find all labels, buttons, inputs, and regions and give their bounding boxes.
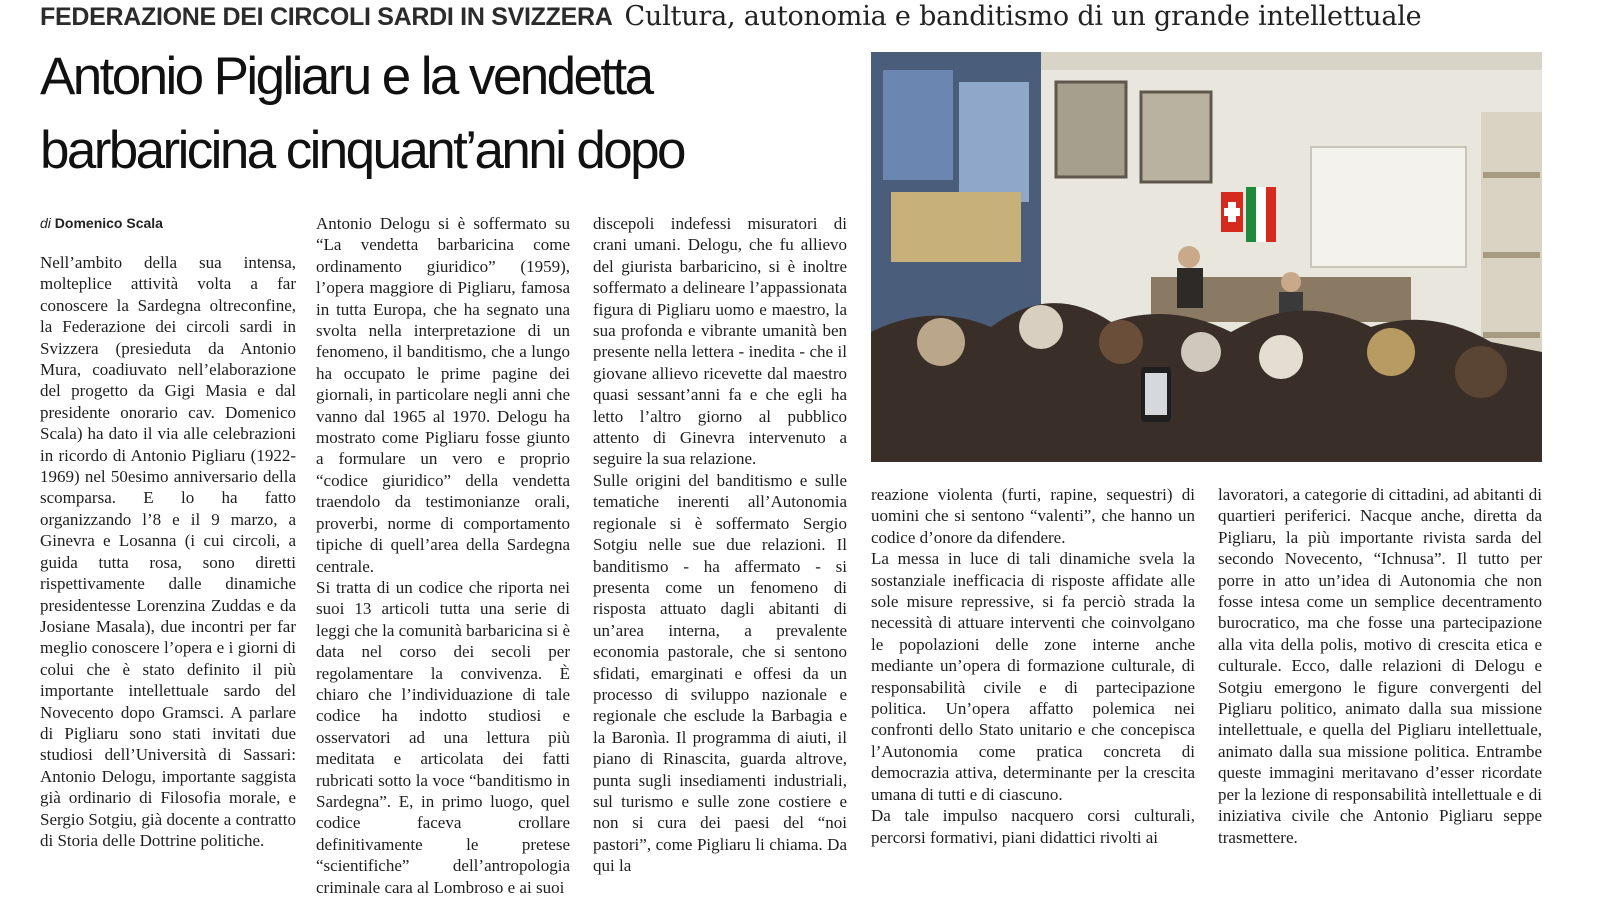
paragraph: Sulle origini del banditismo e sulle tematiche inerenti all’Autonomia regionale si è soffermato Sergio Sotgiu nelle sue due relazioni. Il banditismo - ha affermato - si presenta come un fenomeno di risposta attuato dagli abitanti di un’area interna, a prevalente economia pastorale, che si sentono sfidati, emarginati e offesi da un processo di sviluppo nazionale e regionale che esclude la Barbagia e la Baronìa. Il programma di aiuti, il piano di Rinascita, guarda altrove, punta sugli insediamenti industriali, sul turismo e sulle zone costiere e non si cura dei paesi del “noi pastori”, come Pigliaru li chiama. Da qui la <box>593 470 847 876</box>
byline <box>40 215 163 231</box>
event-photo <box>871 52 1542 462</box>
kicker <box>40 0 1600 36</box>
headline-line-1: Antonio Pigliaru e la vendetta <box>40 47 652 106</box>
audience <box>871 303 1542 462</box>
paragraph: reazione violenta (furti, rapine, sequestri) di uomini che si sentono “valenti”, che hanno un codice d’onore da difendere. <box>871 485 1195 547</box>
paragraph: La messa in luce di tali dinamiche svela la sostanziale inefficacia di risposte affidate alle sole misure repressive, si fa perciò strada la necessità di attuare interventi che coinvolgano le popolazioni delle zone interne anche mediante un’opera di formazione culturale, di responsabilità civile e di partecipazione politica. Un’opera affatto polemica nei confronti dello Stato unitario e che concepisca l’Autonomia come pratica concreta di democrazia attiva, determinante per la crescita umana di tutti e di ciascuno. <box>871 549 1195 804</box>
audience-head <box>1259 335 1303 379</box>
audience-head <box>1099 320 1143 364</box>
article-column-2 <box>316 213 570 897</box>
headline-line-2: barbaricina cinquant’anni dopo <box>40 121 684 180</box>
audience-head <box>917 318 965 366</box>
kicker-subtitle: Cultura, autonomia e banditismo di un grande intellettuale <box>624 1 1422 32</box>
audience-head <box>1019 305 1063 349</box>
speaker-head <box>1178 246 1200 268</box>
byline-prefix: di <box>40 215 51 231</box>
paragraph: lavoratori, a categorie di cittadini, ad abitanti di quartieri periferici. Nacque anche, diretta da Pigliaru, la più importante rivista sarda del secondo Novecento, “Ichnusa”. Il tutto per porre in atto un’idea di Autonomia che non fosse intesa come un semplice decentramento burocratico, ma che fosse una partecipazione alla vita della polis, motivo di crescita etica e culturale. Ecco, dalle relazioni di Delogu e Sotgiu emergono le figure convergenti del Pigliaru politico, animato dalla sua missione intellettuale, e quella del Pigliaru intellettuale, animato dalla sua missione politica. Entrambe queste immagini meritavano d’esser ricordate per la lezione di responsabilità intellettuale e di iniziativa civile che Antonio Pigliaru seppe trasmettere. <box>1218 485 1542 847</box>
framed-picture <box>1056 82 1126 177</box>
article-column-5 <box>1218 484 1542 847</box>
poster <box>883 70 953 180</box>
poster <box>959 82 1029 202</box>
paragraph: Da tale impulso nacquero corsi culturali, percorsi formativi, piani didattici rivolti ai <box>871 806 1195 847</box>
audience-head <box>1367 328 1415 376</box>
headline <box>40 40 860 188</box>
speaker-body <box>1177 268 1203 308</box>
paragraph: Antonio Delogu si è soffermato su “La vendetta barbaricina come ordinamento giuridico” (1959), l’opera maggiore di Pigliaru, famosa in tutta Europa, che ha segnato una svolta nella interpretazione di un fenomeno, il banditismo, che a lungo ha occupato le prime pagine dei giornali, in particolare negli anni che vanno dal 1965 al 1970. Delogu ha mostrato come Pigliaru fosse giunto a formulare un vero e proprio “codice giuridico” della vendetta traendolo da testimonianze orali, proverbi, norme di comportamento tipiche di quell’area della Sardegna centrale. <box>316 214 570 576</box>
paragraph: Nell’ambito della sua intensa, molteplice attività volta a far conoscere la Sardegna oltreconfine, la Federazione dei circoli sardi in Svizzera (presieduta da Antonio Mura, coadiuvato nell’elaborazione del progetto da Gigi Masia e dal presidente onorario cav. Domenico Scala) ha dato il via alle celebrazioni in ricordo di Antonio Pigliaru (1922-1969) nel 50esimo anniversario della scomparsa. E lo ha fatto organizzando l’8 e il 9 marzo, a Ginevra e Losanna (i cui circoli, a guida tutta rosa, sono diretti rispettivamente dalle dinamiche presidentesse Lorenzina Zuddas e da Josiane Masala), due incontri per far meglio conoscere l’opera e i giorni di colui che è stato definito il più importante intellettuale sardo del Novecento dopo Gramsci. A parlare di Pigliaru sono stati invitati due studiosi dell’Università di Sassari: Antonio Delogu, importante saggista già ordinario di Filosofia morale, e Sergio Sotgiu, già docente a contratto di Storia delle Dottrine politiche. <box>40 253 296 850</box>
italian-flag <box>1246 187 1256 242</box>
article-column-1 <box>40 252 296 850</box>
poster <box>891 192 1021 262</box>
byline-author: Domenico Scala <box>54 215 163 231</box>
paragraph: discepoli indefessi misuratori di crani umani. Delogu, che fu allievo del giurista barbaricino, si è inoltre soffermato a delineare l’appassionata figura di Pigliaru uomo e maestro, la sua profonda e vibrante umanità ben presente nella lettera - inedita - che il giovane allievo ricevette dal maestro quasi sessant’anni fa e che egli ha letto l’altro giorno al pubblico attento di Ginevra intervenuto a seguire la sua relazione. <box>593 214 847 469</box>
section-label: FEDERAZIONE DEI CIRCOLI SARDI IN SVIZZERA <box>40 3 613 31</box>
audience-head <box>1181 332 1221 372</box>
article-column-4 <box>871 484 1195 847</box>
article-column-3 <box>593 213 847 876</box>
conference-room-illustration <box>871 52 1542 462</box>
paragraph: Si tratta di un codice che riporta nei suoi 13 articoli tutta una serie di leggi che la comunità barbaricina si è data nel corso dei secoli per regolamentare la convivenza. È chiaro che l’individuazione di tale codice ha indotto studiosi e osservatori ad una lettura più meditata e articolata dei fatti rubricati sotto la voce “banditismo in Sardegna”. E, in primo luogo, quel codice faceva crollare definitivamente le pretese “scientifiche” dell’antropologia criminale cara al Lombroso e ai suoi <box>316 577 570 897</box>
projection-screen <box>1311 147 1466 267</box>
audience-head <box>1455 346 1507 398</box>
framed-picture <box>1141 92 1211 182</box>
